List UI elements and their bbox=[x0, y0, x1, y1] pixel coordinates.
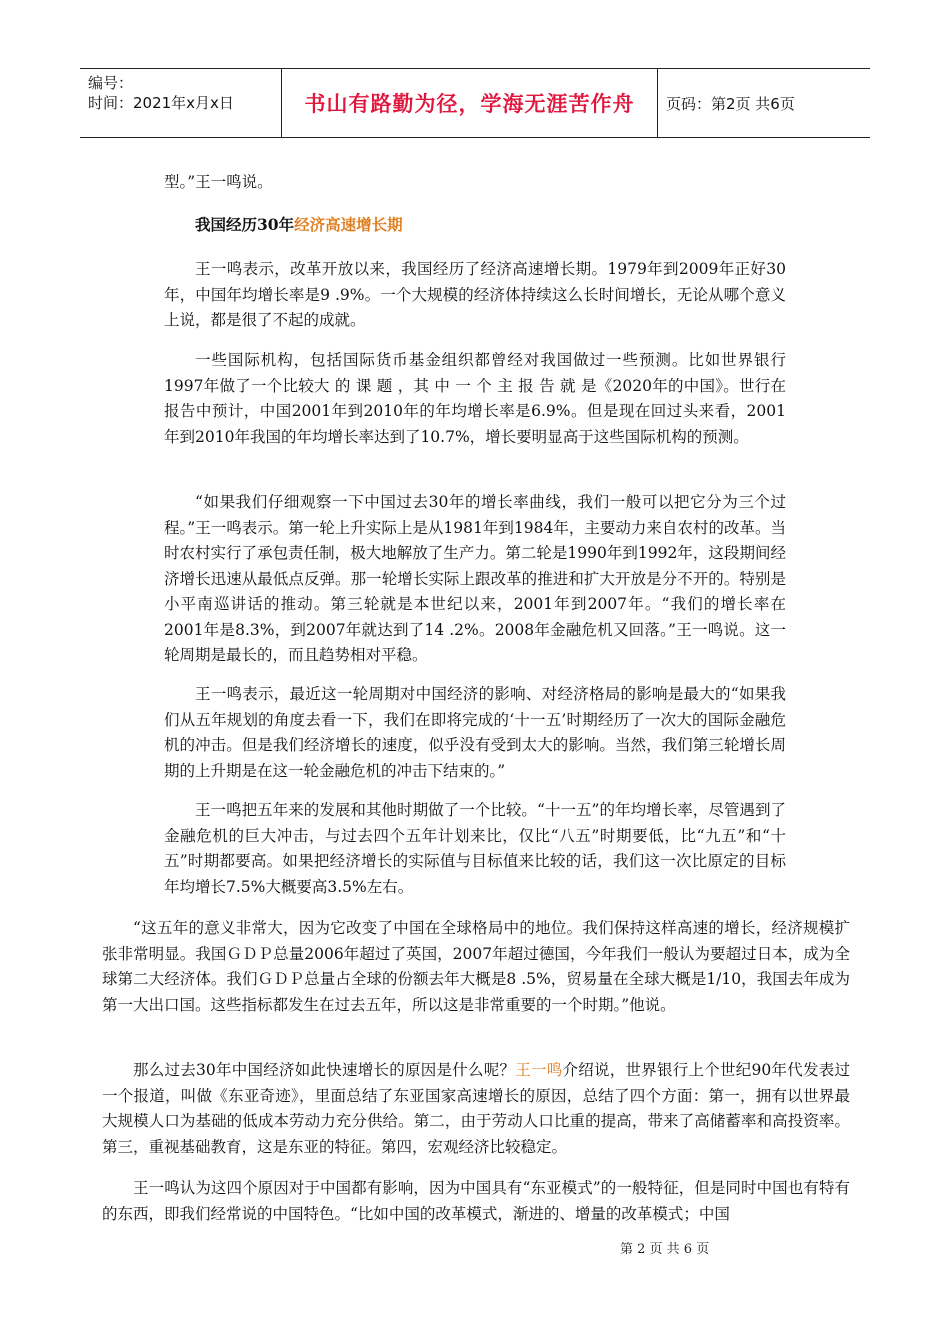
paragraph-continuation: 型。”王一鸣说。 bbox=[164, 173, 273, 191]
paragraph-text: 那么过去30年中国经济如此快速增长的原因是什么呢？ bbox=[133, 1061, 516, 1079]
paragraph: 王一鸣把五年来的发展和其他时期做了一个比较。“十一五”的年均增长率，尽管遇到了金融危机的巨大冲击，与过去四个五年计划来比，仅比“八五”时期要低，比“九五”和“十五”时期都要高。如果把经济增长的实际值与目标值来比较的话，我们这一次比原定的目标年均增长7.5%大概要高3.5%左右。 bbox=[164, 801, 786, 896]
paragraph bbox=[102, 1058, 850, 1160]
highlighted-name: 王一鸣 bbox=[515, 1061, 563, 1079]
page-header bbox=[80, 68, 870, 138]
section-heading-highlight: 经济高速增长期 bbox=[294, 215, 403, 234]
paragraph: 王一鸣认为这四个原因对于中国都有影响，因为中国具有“东亚模式”的一般特征，但是同时中国也有特有的东西，即我们经常说的中国特色。“比如中国的改革模式，渐进的、增量的改革模式；中国 bbox=[102, 1179, 850, 1223]
paragraph: “如果我们仔细观察一下中国过去30年的增长率曲线，我们一般可以把它分为三个过程。”王一鸣表示。第一轮上升实际上是从1981年到1984年，主要动力来自农村的改革。当时农村实行了承包责任制，极大地解放了生产力。第二轮是1990年到1992年，这段期间经济增长迅速从最低点反弹。那一轮增长实际上跟改革的推进和扩大开放是分不开的。特别是小平南巡讲话的推动。第三轮就是本世纪以来，2001年到2007年。“我们的增长率在2001年是8.3%，到2007年就达到了14 .2%。2008年金融危机又回落。”王一鸣说。这一轮周期是最长的，而且趋势相对平稳。 bbox=[164, 493, 786, 664]
header-meta bbox=[80, 69, 282, 137]
paragraph: “这五年的意义非常大，因为它改变了中国在全球格局中的地位。我们保持这样高速的增长，经济规模扩张非常明显。我国ＧＤＰ总量2006年超过了英国，2007年超过德国，今年我们一般认为要超过日本，成为全球第二大经济体。我们ＧＤＰ总量占全球的份额去年大概是8 .5%，贸易量在全球大概是1/10，我国去年成为第一大出口国。这些指标都发生在过去五年，所以这是非常重要的一个时期。”他说。 bbox=[102, 919, 850, 1014]
paragraph: 一些国际机构，包括国际货币基金组织都曾经对我国做过一些预测。比如世界银行1997年做了一个比较大 的 课 题 ，其 中 一 个 主 报 告 就 是《2020年的中国》。世行在报告中预计，中国2001年到2010年的年均增长率是6.9%。但是现在回过头来看，2001年到2010年我国的年均增长率达到了10.7%，增长要明显高于这些国际机构的预测。 bbox=[164, 351, 786, 446]
paragraph-text: 介绍说，世界银行上个世纪90年代发表过一个报道，叫做《东亚奇迹》，里面总结了东亚国家高速增长的原因，总结了四个方面：第一，拥有以世界最大规模人口为基础的低成本劳动力充分供给。第二，由于劳动人口比重的提高，带来了高储蓄率和高投资率。第三，重视基础教育，这是东亚的特征。第四，宏观经济比较稳定。 bbox=[102, 1061, 850, 1156]
paragraph: 王一鸣表示，改革开放以来，我国经历了经济高速增长期。1979年到2009年正好30年，中国年均增长率是9 .9%。一个大规模的经济体持续这么长时间增长，无论从哪个意义上说，都是很了不起的成就。 bbox=[164, 260, 786, 329]
header-page-info: 页码：第2页 共6页 bbox=[666, 94, 795, 113]
section-heading-prefix: 我国经历30年 bbox=[195, 215, 295, 234]
document-number-label: 编号： bbox=[88, 74, 134, 92]
page-footer: 第 2 页 共 6 页 bbox=[620, 1242, 710, 1257]
paragraph: 王一鸣表示，最近这一轮周期对中国经济的影响、对经济格局的影响是最大的“如果我们从五年规划的角度去看一下，我们在即将完成的‘十一五’时期经历了一次大的国际金融危机的冲击。但是我们经济增长的速度，似乎没有受到太大的影响。当然，我们第三轮增长周期的上升期是在这一轮金融危机的冲击下结束的。” bbox=[164, 685, 786, 780]
section-heading bbox=[195, 212, 795, 238]
document-date-label: 时间：2021年x月x日 bbox=[88, 94, 234, 112]
header-motto: 书山有路勤为径，学海无涯苦作舟 bbox=[282, 69, 658, 137]
